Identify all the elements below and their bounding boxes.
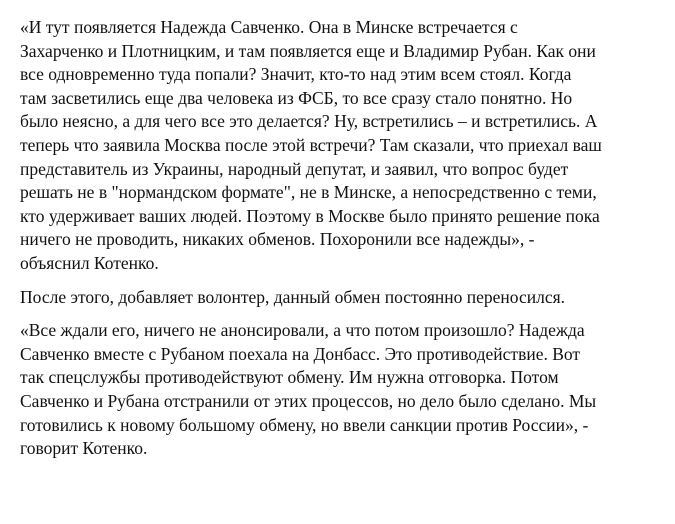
paragraph-quote-2 <box>20 319 660 461</box>
article-body <box>20 16 660 471</box>
text-line: Савченко и Рубана отстранили от этих процессов, но дело было сделано. Мы <box>20 390 597 411</box>
text-line: все одновременно туда попали? Значит, кто-то над этим всем стоял. Когда <box>20 64 572 85</box>
text-line: После этого, добавляет волонтер, данный обмен постоянно переносился. <box>20 286 566 307</box>
text-line: ничего не проводить, никаких обменов. Похоронили все надежды», - <box>20 229 535 250</box>
text-line: было неясно, а для чего все это делается? Ну, встретились – и встретились. А <box>20 111 598 132</box>
text-line: представитель из Украины, народный депутат, и заявил, что вопрос будет <box>20 158 569 179</box>
text-line: Захарченко и Плотницким, и там появляется еще и Владимир Рубан. Как они <box>20 40 596 61</box>
text-line: кто удерживает ваших людей. Поэтому в Москве было принято решение пока <box>20 205 600 226</box>
paragraph-narration <box>20 286 660 310</box>
text-line: «Все ждали его, ничего не анонсировали, а что потом произошло? Надежда <box>20 320 585 341</box>
text-line: объяснил Котенко. <box>20 252 159 273</box>
text-line: там засветились еще два человека из ФСБ, то все сразу стало понятно. Но <box>20 87 573 108</box>
text-line: говорит Котенко. <box>20 438 148 459</box>
text-line: готовились к новому большому обмену, но ввели санкции против России», - <box>20 414 589 435</box>
text-line: так спецслужбы противодействуют обмену. Им нужна отговорка. Потом <box>20 367 559 388</box>
text-line: решать не в "нормандском формате", не в Минске, а непосредственно с теми, <box>20 182 597 203</box>
text-line: Савченко вместе с Рубаном поехала на Донбасс. Это противодействие. Вот <box>20 343 581 364</box>
text-line: «И тут появляется Надежда Савченко. Она в Минске встречается с <box>20 17 518 37</box>
paragraph-quote-1 <box>20 16 660 276</box>
text-line: теперь что заявила Москва после этой встречи? Там сказали, что приехал ваш <box>20 134 602 155</box>
